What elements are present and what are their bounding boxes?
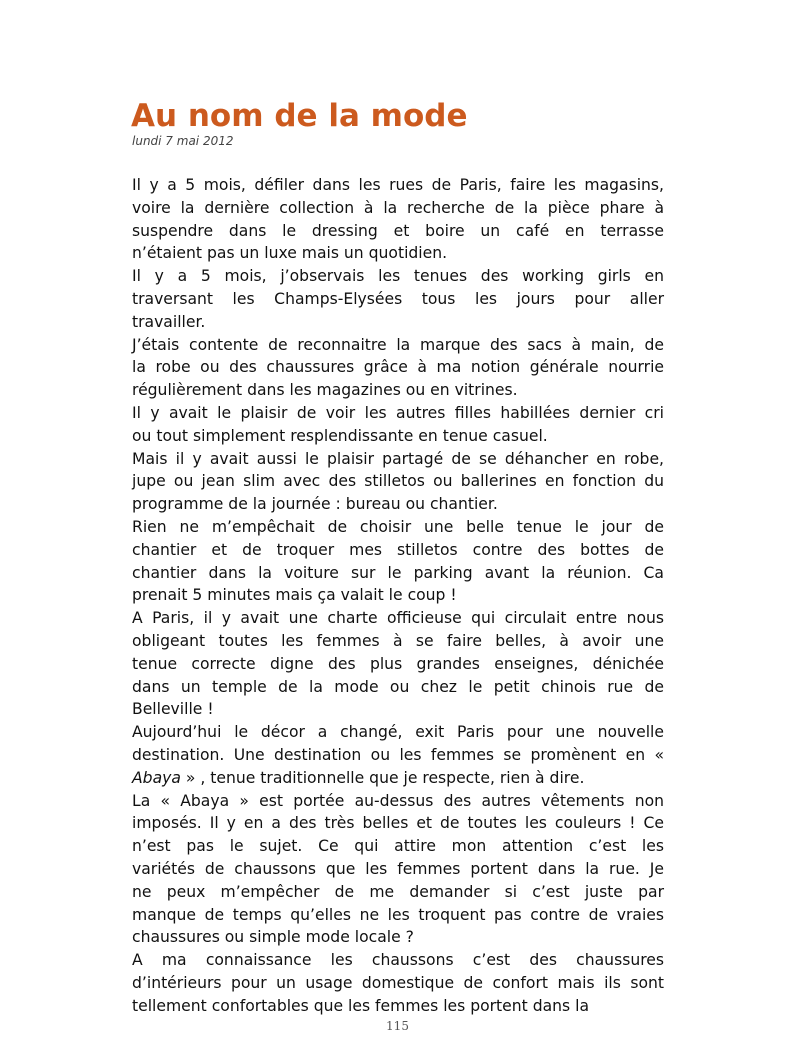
text-line: La « Abaya » est portée au-dessus des autres vêtements non [132, 791, 664, 810]
text-line: prenait 5 minutes mais ça valait le coup ! [132, 586, 457, 605]
paragraph [132, 790, 664, 950]
paragraph [132, 949, 664, 1017]
text-line: destination. Une destination ou les femmes se promènent en « [132, 745, 664, 764]
abaya-line-rest: » , tenue traditionnelle que je respecte, rien à dire. [180, 768, 585, 787]
text-line: tenue correcte digne des plus grandes enseignes, dénichée [132, 654, 664, 673]
text-line: programme de la journée : bureau ou chantier. [132, 495, 498, 514]
text-line: n’étaient pas un luxe mais un quotidien. [132, 244, 448, 263]
article-title: Au nom de la mode [131, 98, 468, 134]
text-line: chantier et de troquer mes stilletos contre des bottes de [132, 540, 664, 559]
text-line: J’étais contente de reconnaitre la marque des sacs à main, de [132, 335, 664, 354]
text-line: voire la dernière collection à la recherche de la pièce phare à [132, 198, 664, 217]
paragraph [132, 607, 664, 721]
paragraph [132, 334, 664, 402]
text-line: Rien ne m’empêchait de choisir une belle tenue le jour de [132, 517, 664, 536]
text-line: traversant les Champs-Elysées tous les jours pour aller [132, 289, 664, 308]
abaya-italic: Abaya [132, 768, 181, 787]
text-line: obligeant toutes les femmes à se faire belles, à avoir une [132, 631, 664, 650]
page-number: 115 [386, 1019, 409, 1033]
paragraph [132, 448, 664, 516]
paragraph [132, 402, 664, 448]
text-line: Il y a 5 mois, défiler dans les rues de Paris, faire les magasins, [132, 176, 664, 194]
text-line: n’est pas le sujet. Ce qui attire mon attention c’est les [132, 837, 664, 856]
text-line: régulièrement dans les magazines ou en vitrines. [132, 381, 518, 400]
paragraph [132, 174, 664, 265]
text-line: la robe ou des chaussures grâce à ma notion générale nourrie [132, 358, 664, 377]
text-line: Mais il y avait aussi le plaisir partagé de se déhancher en robe, [132, 449, 664, 468]
text-line: ne peux m’empêcher de me demander si c’est juste par [132, 882, 664, 901]
text-line: variétés de chaussons que les femmes portent dans la rue. Je [132, 859, 664, 878]
text-line [132, 767, 664, 790]
paragraph [132, 721, 664, 789]
paragraph [132, 516, 664, 607]
text-line: Aujourd’hui le décor a changé, exit Paris pour une nouvelle [132, 723, 664, 742]
text-line: Belleville ! [132, 700, 214, 719]
text-line: jupe ou jean slim avec des stilletos ou ballerines en fonction du [132, 472, 664, 491]
text-line: A Paris, il y avait une charte officieuse qui circulait entre nous [132, 609, 664, 628]
article-date: lundi 7 mai 2012 [132, 134, 234, 148]
text-line: travailler. [132, 312, 206, 331]
article-body [132, 174, 664, 1017]
text-line: Il y a 5 mois, j’observais les tenues des working girls en [132, 267, 664, 286]
text-line: suspendre dans le dressing et boire un café en terrasse [132, 221, 664, 240]
text-line: dans un temple de la mode ou chez le petit chinois rue de [132, 677, 664, 696]
text-line: manque de temps qu’elles ne les troquent pas contre de vraies [132, 905, 664, 924]
paragraph [132, 265, 664, 333]
text-line: ou tout simplement resplendissante en tenue casuel. [132, 426, 548, 445]
text-line: tellement confortables que les femmes les portent dans la [132, 996, 590, 1015]
text-line: chantier dans la voiture sur le parking avant la réunion. Ca [132, 563, 664, 582]
text-line: A ma connaissance les chaussons c’est des chaussures [132, 951, 664, 970]
text-line: Il y avait le plaisir de voir les autres filles habillées dernier cri [132, 403, 664, 422]
text-line: chaussures ou simple mode locale ? [132, 928, 414, 947]
text-line: imposés. Il y en a des très belles et de toutes les couleurs ! Ce [132, 814, 664, 833]
text-line: d’intérieurs pour un usage domestique de confort mais ils sont [132, 973, 664, 992]
